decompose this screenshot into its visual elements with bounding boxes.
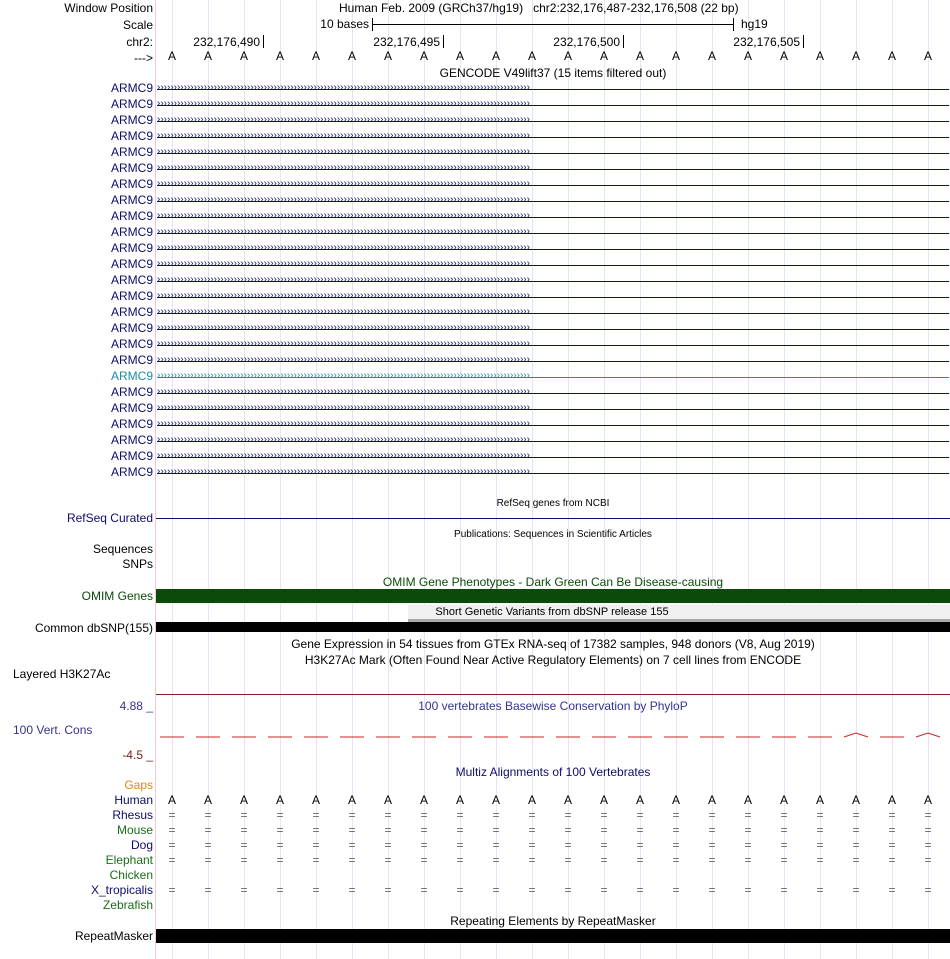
gencode-strand-arrows: ››››››››››››››››››››››››››››››››››››››››››››››››››››››››››››››››››››››››››››››››››››››››››››››››››››››››››››››››	[157, 467, 530, 477]
multiz-alignment-base: =	[672, 808, 680, 822]
multiz-alignment-base: =	[564, 823, 572, 837]
multiz-alignment-base: A	[239, 793, 248, 807]
multiz-alignment-base: =	[708, 823, 716, 837]
multiz-alignment-base: =	[456, 853, 464, 867]
h3k27ac-label[interactable]: Layered H3K27Ac	[13, 667, 111, 681]
scale-text: 10 bases	[320, 17, 369, 31]
multiz-species-label[interactable]: Zebrafish	[102, 898, 153, 912]
multiz-alignment-base: =	[168, 808, 176, 822]
multiz-alignment-base: =	[168, 883, 176, 897]
multiz-alignment-base: =	[168, 823, 176, 837]
gencode-transcript-label[interactable]: ARMC9	[110, 81, 153, 95]
multiz-alignment-base: A	[203, 793, 212, 807]
gencode-transcript-label[interactable]: ARMC9	[110, 225, 153, 239]
multiz-alignment-base: =	[744, 883, 752, 897]
multiz-alignment-base: =	[924, 823, 932, 837]
multiz-alignment-base: =	[708, 838, 716, 852]
gencode-strand-arrows: ››››››››››››››››››››››››››››››››››››››››››››››››››››››››››››››››››››››››››››››››››››››››››››››››››››››››››››››››	[157, 163, 530, 173]
multiz-alignment-base: =	[888, 823, 896, 837]
position-tick-label: 232,176,495	[373, 35, 440, 49]
gencode-strand-arrows: ››››››››››››››››››››››››››››››››››››››››››››››››››››››››››››››››››››››››››››››››››››››››››››››››››››››››››››››››	[157, 323, 530, 333]
multiz-alignment-base: =	[528, 853, 536, 867]
multiz-alignment-base: A	[599, 793, 608, 807]
gencode-transcript-label[interactable]: ARMC9	[110, 465, 153, 479]
publications-sequences-label[interactable]: Sequences	[92, 542, 153, 556]
multiz-alignment-base: =	[924, 838, 932, 852]
multiz-alignment-base: =	[204, 838, 212, 852]
multiz-alignment-base: =	[420, 883, 428, 897]
multiz-alignment-base: =	[456, 883, 464, 897]
chrom-label: chr2:	[126, 35, 153, 49]
multiz-alignment-base: =	[276, 853, 284, 867]
multiz-alignment-base: =	[348, 883, 356, 897]
dbsnp-label[interactable]: Common dbSNP(155)	[34, 621, 153, 635]
dbsnp-title: Short Genetic Variants from dbSNP release 155	[435, 606, 669, 618]
multiz-alignment-base: =	[816, 883, 824, 897]
multiz-alignment-base: =	[924, 883, 932, 897]
multiz-alignment-base: =	[888, 853, 896, 867]
multiz-alignment-base: =	[240, 853, 248, 867]
multiz-alignment-base: =	[708, 853, 716, 867]
multiz-alignment-base: =	[492, 838, 500, 852]
multiz-alignment-base: A	[455, 793, 464, 807]
multiz-alignment-base: =	[564, 883, 572, 897]
gencode-strand-arrows: ››››››››››››››››››››››››››››››››››››››››››››››››››››››››››››››››››››››››››››››››››››››››››››››››››››››››››››››››	[157, 291, 530, 301]
multiz-alignment-base: =	[204, 808, 212, 822]
multiz-alignment-base: A	[779, 793, 788, 807]
multiz-alignment-base: =	[600, 808, 608, 822]
multiz-alignment-base: A	[707, 793, 716, 807]
multiz-alignment-base: =	[888, 808, 896, 822]
multiz-alignment-base: =	[312, 883, 320, 897]
multiz-alignment-base: =	[600, 838, 608, 852]
multiz-alignment-base: A	[743, 793, 752, 807]
multiz-alignment-base: =	[636, 883, 644, 897]
base-letter: A	[383, 49, 392, 63]
gencode-strand-arrows: ››››››››››››››››››››››››››››››››››››››››››››››››››››››››››››››››››››››››››››››››››››››››››››››››››››››››››››››››	[157, 131, 530, 141]
base-letter: A	[347, 49, 356, 63]
base-letter: A	[707, 49, 716, 63]
gencode-transcript-label[interactable]: ARMC9	[110, 129, 153, 143]
gencode-strand-arrows: ››››››››››››››››››››››››››››››››››››››››››››››››››››››››››››››››››››››››››››››››››››››››››››››››››››››››››››››››	[157, 179, 530, 189]
multiz-alignment-base: =	[564, 808, 572, 822]
gencode-transcript-label[interactable]: ARMC9	[110, 177, 153, 191]
multiz-alignment-base: =	[744, 823, 752, 837]
multiz-alignment-base: =	[492, 853, 500, 867]
gencode-transcript-label[interactable]: ARMC9	[110, 369, 153, 383]
gencode-strand-arrows: ››››››››››››››››››››››››››››››››››››››››››››››››››››››››››››››››››››››››››››››››››››››››››››››››››››››››››››››››	[157, 243, 530, 253]
base-letter: A	[743, 49, 752, 63]
multiz-alignment-base: =	[204, 853, 212, 867]
multiz-alignment-base: A	[383, 793, 392, 807]
multiz-alignment-base: =	[528, 883, 536, 897]
multiz-alignment-base: =	[456, 823, 464, 837]
multiz-alignment-base: =	[348, 808, 356, 822]
multiz-alignment-base: =	[636, 838, 644, 852]
multiz-alignment-base: =	[168, 838, 176, 852]
multiz-species-label[interactable]: Mouse	[116, 823, 153, 837]
multiz-alignment-base: A	[311, 793, 320, 807]
multiz-alignment-base: =	[384, 823, 392, 837]
gencode-transcript-label[interactable]: ARMC9	[110, 321, 153, 335]
multiz-alignment-base: =	[528, 808, 536, 822]
multiz-alignment-base: =	[636, 823, 644, 837]
gencode-strand-arrows: ››››››››››››››››››››››››››››››››››››››››››››››››››››››››››››››››››››››››››››››››››››››››››››››››››››››››››››››››	[157, 371, 530, 381]
multiz-species-label[interactable]: Chicken	[109, 868, 153, 882]
multiz-alignment-base: =	[852, 823, 860, 837]
base-letter: A	[563, 49, 572, 63]
gencode-transcript-label[interactable]: ARMC9	[110, 433, 153, 447]
multiz-alignment-base: =	[240, 823, 248, 837]
base-letter: A	[779, 49, 788, 63]
multiz-alignment-base: A	[419, 793, 428, 807]
conservation-label[interactable]: 100 Vert. Cons	[13, 723, 93, 737]
gencode-transcript-label[interactable]: ARMC9	[110, 401, 153, 415]
multiz-alignment-base: =	[276, 883, 284, 897]
omim-title: OMIM Gene Phenotypes - Dark Green Can Be Disease-causing	[382, 575, 724, 589]
multiz-alignment-base: A	[563, 793, 572, 807]
multiz-alignment-base: =	[240, 808, 248, 822]
gencode-transcript-label[interactable]: ARMC9	[110, 305, 153, 319]
gencode-strand-arrows: ››››››››››››››››››››››››››››››››››››››››››››››››››››››››››››››››››››››››››››››››››››››››››››››››››››››››››››››››	[157, 195, 530, 205]
gencode-transcript-label[interactable]: ARMC9	[110, 337, 153, 351]
base-letter: A	[419, 49, 428, 63]
multiz-species-label[interactable]: Gaps	[124, 778, 153, 792]
multiz-alignment-base: =	[276, 838, 284, 852]
multiz-alignment-base: =	[780, 853, 788, 867]
multiz-alignment-base: =	[204, 883, 212, 897]
base-letter: A	[167, 49, 176, 63]
multiz-species-label[interactable]: X_tropicalis	[90, 883, 153, 897]
multiz-species-label[interactable]: Rhesus	[112, 808, 153, 822]
gencode-transcript-label[interactable]: ARMC9	[110, 161, 153, 175]
multiz-alignment-base: =	[420, 853, 428, 867]
base-letter: A	[311, 49, 320, 63]
multiz-alignment-base: =	[348, 838, 356, 852]
multiz-alignment-base: A	[923, 793, 932, 807]
multiz-alignment-base: =	[564, 853, 572, 867]
repeatmasker-label[interactable]: RepeatMasker	[74, 929, 153, 943]
multiz-alignment-base: =	[204, 823, 212, 837]
multiz-alignment-base: =	[312, 853, 320, 867]
gencode-transcript-label[interactable]: ARMC9	[110, 257, 153, 271]
base-letter: A	[851, 49, 860, 63]
multiz-alignment-base: =	[240, 838, 248, 852]
gencode-strand-arrows: ››››››››››››››››››››››››››››››››››››››››››››››››››››››››››››››››››››››››››››››››››››››››››››››››››››››››››››››››	[157, 339, 530, 349]
multiz-alignment-base: =	[492, 883, 500, 897]
multiz-alignment-base: =	[456, 838, 464, 852]
gencode-strand-arrows: ››››››››››››››››››››››››››››››››››››››››››››››››››››››››››››››››››››››››››››››››››››››››››››››››››››››››››››››››	[157, 403, 530, 413]
gencode-strand-arrows: ››››››››››››››››››››››››››››››››››››››››››››››››››››››››››››››››››››››››››››››››››››››››››››››››››››››››››››››››	[157, 419, 530, 429]
multiz-alignment-base: =	[276, 808, 284, 822]
multiz-alignment-base: A	[167, 793, 176, 807]
multiz-alignment-base: =	[708, 808, 716, 822]
multiz-alignment-base: =	[528, 838, 536, 852]
multiz-alignment-base: =	[924, 808, 932, 822]
multiz-alignment-base: A	[887, 793, 896, 807]
multiz-alignment-base: =	[780, 808, 788, 822]
multiz-alignment-base: =	[492, 823, 500, 837]
multiz-species-label[interactable]: Human	[114, 793, 153, 807]
multiz-alignment-base: =	[816, 808, 824, 822]
gencode-strand-arrows: ››››››››››››››››››››››››››››››››››››››››››››››››››››››››››››››››››››››››››››››››››››››››››››››››››››››››››››››››	[157, 115, 530, 125]
base-letter: A	[671, 49, 680, 63]
gencode-strand-arrows: ››››››››››››››››››››››››››››››››››››››››››››››››››››››››››››››››››››››››››››››››››››››››››››››››››››››››››››››››	[157, 227, 530, 237]
multiz-alignment-base: A	[491, 793, 500, 807]
gencode-transcript-label[interactable]: ARMC9	[110, 97, 153, 111]
conservation-title: 100 vertebrates Basewise Conservation by PhyloP	[418, 699, 688, 713]
multiz-alignment-base: A	[275, 793, 284, 807]
multiz-alignment-base: =	[744, 853, 752, 867]
gencode-strand-arrows: ››››››››››››››››››››››››››››››››››››››››››››››››››››››››››››››››››››››››››››››››››››››››››››››››››››››››››››››››	[157, 387, 530, 397]
gtex-title: Gene Expression in 54 tissues from GTEx RNA-seq of 17382 samples, 948 donors (V8, Aug 2019)	[291, 637, 815, 651]
multiz-alignment-base: A	[851, 793, 860, 807]
gencode-strand-arrows: ››››››››››››››››››››››››››››››››››››››››››››››››››››››››››››››››››››››››››››››››››››››››››››››››››››››››››››››››	[157, 307, 530, 317]
multiz-alignment-base: =	[312, 823, 320, 837]
multiz-alignment-base: =	[780, 838, 788, 852]
base-letter: A	[599, 49, 608, 63]
base-letter: A	[923, 49, 932, 63]
multiz-alignment-base: =	[744, 808, 752, 822]
base-letter: A	[455, 49, 464, 63]
multiz-alignment-base: =	[312, 838, 320, 852]
multiz-alignment-base: =	[384, 883, 392, 897]
multiz-species-label[interactable]: Dog	[130, 838, 153, 852]
position-tick-label: 232,176,490	[193, 35, 260, 49]
multiz-alignment-base: =	[384, 853, 392, 867]
repeatmasker-feature-bar[interactable]	[156, 929, 950, 943]
position-tick-label: 232,176,500	[553, 35, 620, 49]
publications-title: Publications: Sequences in Scientific Articles	[454, 529, 652, 540]
multiz-alignment-base: A	[347, 793, 356, 807]
multiz-alignment-base: =	[852, 838, 860, 852]
multiz-alignment-base: =	[672, 838, 680, 852]
gencode-strand-arrows: ››››››››››››››››››››››››››››››››››››››››››››››››››››››››››››››››››››››››››››››››››››››››››››››››››››››››››››››››	[157, 355, 530, 365]
multiz-alignment-base: =	[672, 883, 680, 897]
base-letter: A	[635, 49, 644, 63]
multiz-alignment-base: =	[456, 808, 464, 822]
h3k27ac-title: H3K27Ac Mark (Often Found Near Active Regulatory Elements) on 7 cell lines from ENCODE	[304, 653, 802, 667]
multiz-alignment-base: =	[312, 808, 320, 822]
multiz-alignment-base: =	[528, 823, 536, 837]
multiz-alignment-base: =	[708, 883, 716, 897]
multiz-alignment-base: =	[816, 838, 824, 852]
multiz-alignment-base: =	[888, 883, 896, 897]
gencode-transcript-label[interactable]: ARMC9	[110, 209, 153, 223]
phylop-score-mark	[844, 733, 868, 737]
multiz-alignment-base: =	[636, 853, 644, 867]
multiz-alignment-base: =	[816, 823, 824, 837]
multiz-alignment-base: =	[384, 838, 392, 852]
gencode-strand-arrows: ››››››››››››››››››››››››››››››››››››››››››››››››››››››››››››››››››››››››››››››››››››››››››››››››››››››››››››››››	[157, 99, 530, 109]
multiz-alignment-base: =	[240, 883, 248, 897]
multiz-alignment-base: A	[815, 793, 824, 807]
gencode-title: GENCODE V49lift37 (15 items filtered out)	[439, 66, 667, 80]
cons-max-label: 4.88 _	[119, 699, 153, 713]
multiz-alignment-base: =	[852, 808, 860, 822]
multiz-alignment-base: =	[924, 853, 932, 867]
multiz-alignment-base: =	[168, 853, 176, 867]
position-tick-label: 232,176,505	[733, 35, 800, 49]
gencode-transcript-label[interactable]: ARMC9	[110, 193, 153, 207]
multiz-alignment-base: A	[527, 793, 536, 807]
multiz-alignment-base: A	[635, 793, 644, 807]
multiz-alignment-base: =	[600, 883, 608, 897]
multiz-alignment-base: =	[780, 883, 788, 897]
multiz-alignment-base: =	[744, 838, 752, 852]
multiz-alignment-base: =	[492, 808, 500, 822]
gencode-transcript-label[interactable]: ARMC9	[110, 145, 153, 159]
base-letter: A	[275, 49, 284, 63]
multiz-alignment-base: =	[636, 808, 644, 822]
multiz-title: Multiz Alignments of 100 Vertebrates	[455, 765, 651, 779]
multiz-alignment-base: =	[420, 838, 428, 852]
multiz-alignment-base: =	[672, 823, 680, 837]
multiz-alignment-base: =	[600, 853, 608, 867]
gencode-transcript-label[interactable]: ARMC9	[110, 353, 153, 367]
multiz-alignment-base: =	[816, 853, 824, 867]
window-position-value: Human Feb. 2009 (GRCh37/hg19) chr2:232,176,487-232,176,508 (22 bp)	[339, 1, 739, 15]
base-letter: A	[815, 49, 824, 63]
gencode-strand-arrows: ››››››››››››››››››››››››››››››››››››››››››››››››››››››››››››››››››››››››››››››››››››››››››››››››››››››››››››››››	[157, 435, 530, 445]
gencode-transcript-label[interactable]: ARMC9	[110, 241, 153, 255]
gencode-transcript-label[interactable]: ARMC9	[110, 289, 153, 303]
base-letter: A	[239, 49, 248, 63]
multiz-alignment-base: =	[420, 823, 428, 837]
gencode-strand-arrows: ››››››››››››››››››››››››››››››››››››››››››››››››››››››››››››››››››››››››››››››››››››››››››››››››››››››››››››››››	[157, 83, 530, 93]
multiz-alignment-base: =	[384, 808, 392, 822]
repeatmasker-title: Repeating Elements by RepeatMasker	[450, 914, 656, 928]
omim-label[interactable]: OMIM Genes	[81, 589, 153, 603]
multiz-alignment-base: =	[600, 823, 608, 837]
window-position-label: Window Position	[64, 1, 153, 15]
strand-label: --->	[134, 51, 153, 65]
gencode-strand-arrows: ››››››››››››››››››››››››››››››››››››››››››››››››››››››››››››››››››››››››››››››››››››››››››››››››››››››››››››››››	[157, 147, 530, 157]
refseq-title: RefSeq genes from NCBI	[496, 498, 610, 509]
gencode-transcript-label[interactable]: ARMC9	[110, 273, 153, 287]
gencode-strand-arrows: ››››››››››››››››››››››››››››››››››››››››››››››››››››››››››››››››››››››››››››››››››››››››››››››››››››››››››››››››	[157, 275, 530, 285]
gencode-transcript-label[interactable]: ARMC9	[110, 417, 153, 431]
multiz-alignment-base: A	[671, 793, 680, 807]
phylop-score-mark	[916, 733, 940, 737]
publications-snps-label[interactable]: SNPs	[122, 557, 153, 571]
base-letter: A	[203, 49, 212, 63]
multiz-species-label[interactable]: Elephant	[105, 853, 153, 867]
scale-label: Scale	[122, 18, 153, 32]
multiz-alignment-base: =	[348, 853, 356, 867]
multiz-alignment-base: =	[852, 853, 860, 867]
multiz-alignment-base: =	[276, 823, 284, 837]
gencode-strand-arrows: ››››››››››››››››››››››››››››››››››››››››››››››››››››››››››››››››››››››››››››››››››››››››››››››››››››››››››››››››	[157, 211, 530, 221]
scale-assembly: hg19	[741, 17, 768, 31]
multiz-alignment-base: =	[672, 853, 680, 867]
base-letter: A	[527, 49, 536, 63]
multiz-alignment-base: =	[348, 823, 356, 837]
multiz-alignment-base: =	[564, 838, 572, 852]
gencode-strand-arrows: ››››››››››››››››››››››››››››››››››››››››››››››››››››››››››››››››››››››››››››››››››››››››››››››››››››››››››››››››	[157, 259, 530, 269]
gencode-transcript-label[interactable]: ARMC9	[110, 113, 153, 127]
gencode-strand-arrows: ››››››››››››››››››››››››››››››››››››››››››››››››››››››››››››››››››››››››››››››››››››››››››››››››››››››››››››››››	[157, 451, 530, 461]
base-letter: A	[491, 49, 500, 63]
refseq-label[interactable]: RefSeq Curated	[66, 511, 153, 525]
gencode-transcript-label[interactable]: ARMC9	[110, 449, 153, 463]
multiz-alignment-base: =	[780, 823, 788, 837]
multiz-alignment-base: =	[420, 808, 428, 822]
multiz-alignment-base: =	[888, 838, 896, 852]
base-letter: A	[887, 49, 896, 63]
cons-min-label: -4.5 _	[122, 748, 153, 762]
multiz-alignment-base: =	[852, 883, 860, 897]
gencode-transcript-label[interactable]: ARMC9	[110, 385, 153, 399]
